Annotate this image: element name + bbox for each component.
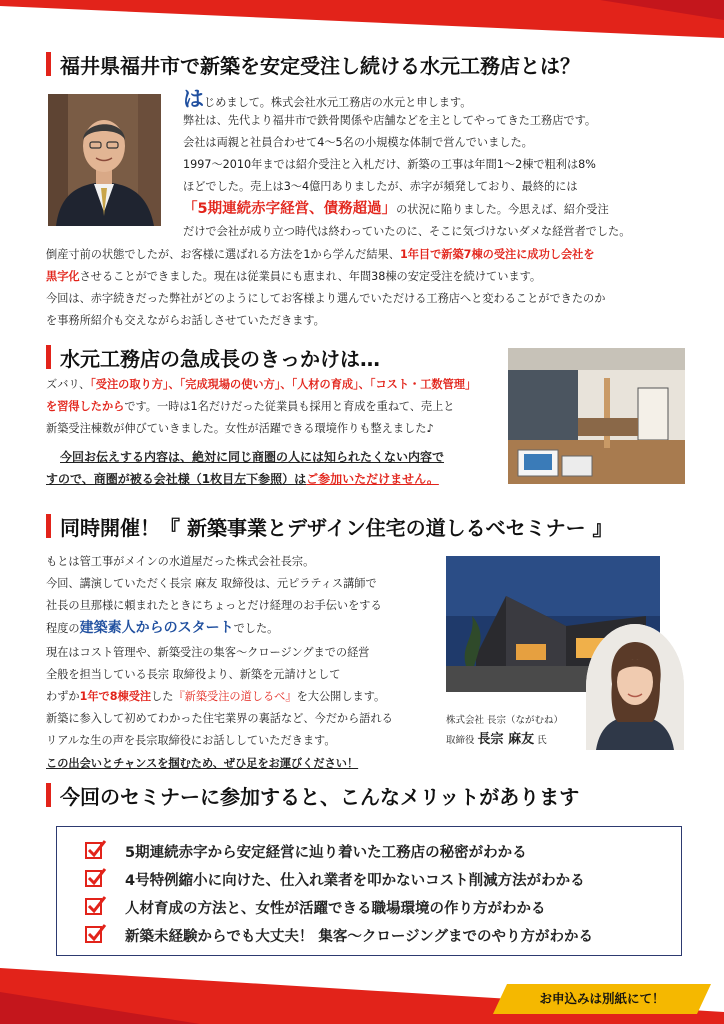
profit-highlight: 黒字化	[46, 270, 80, 283]
seminar-line: わずか1年で8棟受注した『新築受注の道しるべ』を大公開します。	[46, 690, 386, 703]
checkbox-icon	[85, 895, 107, 917]
seminar-call-to-action: この出会いとチャンスを掴むため、ぜひ足をお運びください！	[46, 757, 359, 770]
growth-line: ズバリ、「受注の取り方」、「完成現場の使い方」、「人材の育成」、「コスト・工数管理」	[46, 378, 477, 391]
no-entry-highlight: ご参加いただけません。	[306, 472, 439, 486]
notice-line: すので、商圏が被る会社様（1枚目左下参照）はご参加いただけません。	[46, 472, 439, 486]
heading-accent-bar	[46, 52, 51, 76]
president-photo	[48, 94, 161, 226]
intro-line: だけで会社が成り立つ時代は終わっていたのに、そこに気づけないダメな経営者でした。	[183, 225, 631, 238]
seminar-line: リアルな生の声を長宗取締役にお話ししていただきます。	[46, 734, 336, 747]
intro-line: 今回は、赤字続きだった弊社がどのようにしてお客様より選んでいただける工務店へと変わることができたのか	[46, 292, 606, 305]
intro-line: 会社は両親と社員合わせて4～5名の小規模な体制で営んでいました。	[183, 136, 533, 149]
apply-label: お申込みは別紙にて！	[539, 991, 665, 1006]
intro-line: ほどでした。売上は3～4億円ありましたが、赤字が頻発しており、最終的には	[183, 180, 578, 193]
notice-line: 今回お伝えする内容は、絶対に同じ商圏の人には知られたくない内容で	[60, 450, 445, 464]
seminar-line: 現在はコスト管理や、新築受注の集客～クロージングまでの経営	[46, 646, 370, 659]
growth-line: 新築受注棟数が伸びていきました。女性が活躍できる環境作りも整えました♪	[46, 422, 434, 435]
intro-line: 「5期連続赤字経営、債務超過」の状況に陥りました。今思えば、紹介受注	[183, 201, 609, 217]
intro-line: を事務所紹介も交えながらお話しさせていただきます。	[46, 314, 325, 327]
seminar-line: 今回、講演していただく長宗 麻友 取締役は、元ピラティス講師で	[46, 577, 377, 590]
guidebook-highlight: 『新築受注の道しるべ』	[173, 690, 297, 703]
amateur-highlight: 建築素人からのスタート	[79, 620, 234, 636]
growth-line: を習得したからです。一時は1名だけだった従業員も採用と育成を重ねて、売上と	[46, 400, 455, 413]
director-photo	[586, 624, 684, 750]
intro-line: 1997～2010年までは紹介受注と入札だけ、新築の工事は年間1～2棟で粗利は8%	[183, 158, 596, 171]
seminar-line: 全般を担当している長宗 取締役より、新築を元請けとして	[46, 668, 341, 681]
director-company-caption: 株式会社 長宗（ながむね）	[446, 715, 564, 726]
section-title: 今回のセミナーに参加すると、こんなメリットがあります	[60, 785, 580, 809]
interior-photo	[508, 348, 685, 484]
top-red-banner	[0, 0, 724, 42]
intro-line: 弊社は、先代より福井市で鉄骨関係や店舗などを主としてやってきた工務店です。	[183, 114, 597, 127]
initial-character: は	[183, 87, 204, 111]
intro-line: 黒字化させることができました。現在は従業員にも恵まれ、年間38棟の安定受注を続けています。	[46, 270, 542, 283]
checkbox-icon	[85, 839, 107, 861]
success-highlight: 1年目で新築7棟の受注に成功し会社を	[399, 248, 595, 261]
director-name-caption: 取締役 長宗 麻友 氏	[446, 732, 547, 747]
apply-badge	[493, 984, 711, 1014]
deficit-highlight: 「5期連続赤字経営、債務超過」	[183, 201, 397, 217]
intro-first-line: はじめまして。株式会社水元工務店の水元と申します。	[183, 87, 472, 111]
heading-accent-bar	[46, 345, 51, 369]
section-title: 同時開催！『 新築事業とデザイン住宅の道しるべセミナー 』	[60, 516, 613, 540]
heading-accent-bar	[46, 514, 51, 538]
section-title: 水元工務店の急成長のきっかけは…	[60, 347, 380, 371]
skills-highlight: 「受注の取り方」、「完成現場の使い方」、「人材の育成」、「コスト・工数管理」	[90, 378, 477, 391]
intro-line: 倒産寸前の状態でしたが、お客様に選ばれる方法を1から学んだ結果、1年目で新築7棟の受注に成功し会社を	[46, 248, 595, 261]
benefits-box: 5期連続赤字から安定経営に辿り着いた工務店の秘密がわかる 4号特例縮小に向けた、仕入れ業者を叩かないコスト削減方法がわかる 人材育成の方法と、女性が活躍できる職場環境の作り方がわかる 新築未経験からでも大丈夫！ 集客～クロージングまでのやり方がわかる	[56, 826, 682, 956]
seminar-line: 社長の旦那様に頼まれたときにちょっとだけ経理のお手伝いをする	[46, 599, 382, 612]
checkbox-icon	[85, 923, 107, 945]
seminar-line: もとは管工事がメインの水道屋だった株式会社長宗。	[46, 555, 315, 568]
heading-accent-bar	[46, 783, 51, 807]
section-title: 福井県福井市で新築を安定受注し続ける水元工務店とは？	[60, 54, 580, 78]
seminar-line: 程度の建築素人からのスタートでした。	[46, 620, 279, 636]
checkbox-icon	[85, 867, 107, 889]
seminar-line: 新築に参入して初めてわかった住宅業界の裏話など、今だから語れる	[46, 712, 393, 725]
